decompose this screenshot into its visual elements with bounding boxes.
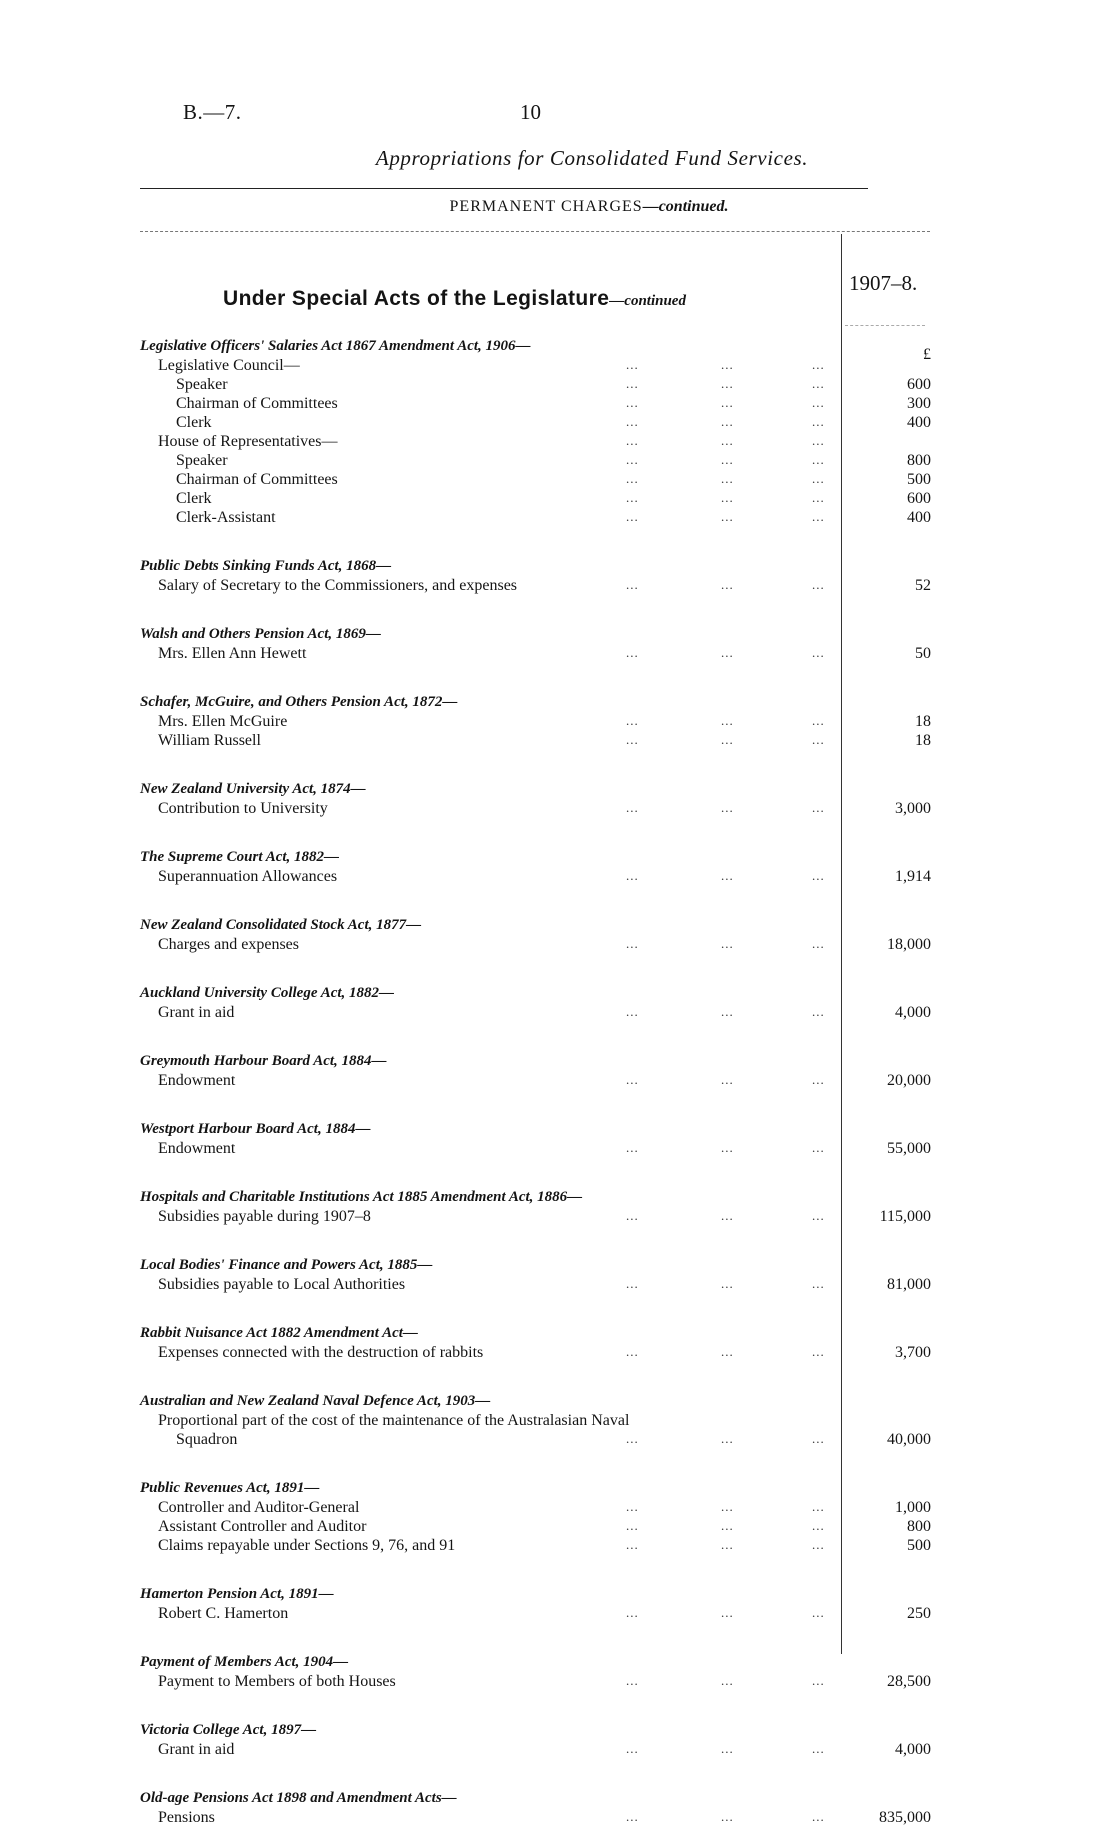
appropriation-row: [0, 1499, 1114, 1518]
item-amount: 115,000: [879, 1208, 931, 1225]
leader-dots: ...: [626, 732, 639, 747]
item-label: Mrs. Ellen Ann Hewett: [158, 645, 307, 662]
appropriation-row: [0, 1412, 1114, 1431]
item-label: Endowment: [158, 1140, 236, 1157]
item-amount: 81,000: [887, 1276, 931, 1293]
appropriation-row: [0, 713, 1114, 732]
item-amount: 20,000: [887, 1072, 931, 1089]
item-amount: 500: [907, 471, 931, 488]
item-amount: 600: [907, 490, 931, 507]
leader-dots: ...: [812, 414, 825, 429]
leader-dots: ...: [812, 713, 825, 728]
section-heading-continued: —continued: [609, 293, 686, 309]
leader-dots: ...: [626, 376, 639, 391]
act-title: Walsh and Others Pension Act, 1869—: [140, 626, 381, 642]
currency-symbol: £: [923, 346, 931, 363]
leader-dots: ...: [721, 1809, 734, 1824]
act-title: Local Bodies' Finance and Powers Act, 1885—: [140, 1257, 433, 1273]
appropriation-row: [0, 1518, 1114, 1537]
item-amount: 55,000: [887, 1140, 931, 1157]
leader-dots: ...: [812, 452, 825, 467]
appropriation-row: [0, 645, 1114, 664]
leader-dots: ...: [626, 1673, 639, 1688]
leader-dots: ...: [812, 577, 825, 592]
appropriation-row: [0, 1140, 1114, 1159]
item-amount: 18,000: [887, 936, 931, 953]
appropriation-row: [0, 509, 1114, 528]
leader-dots: ...: [626, 452, 639, 467]
leader-dots: ...: [626, 1741, 639, 1756]
item-amount: 18: [915, 713, 931, 730]
act-title: Rabbit Nuisance Act 1882 Amendment Act—: [140, 1325, 418, 1341]
leader-dots: ...: [626, 713, 639, 728]
item-label: Chairman of Committees: [176, 395, 338, 412]
act-title: Old-age Pensions Act 1898 and Amendment Acts—: [140, 1790, 457, 1806]
item-amount: 1,000: [895, 1499, 931, 1516]
item-amount: 52: [915, 577, 931, 594]
act-title: Legislative Officers' Salaries Act 1867 Amendment Act, 1906—: [140, 338, 531, 354]
item-amount: 3,000: [895, 800, 931, 817]
act-title: New Zealand University Act, 1874—: [140, 781, 366, 797]
appropriation-row: [0, 936, 1114, 955]
leader-dots: ...: [721, 1140, 734, 1155]
leader-dots: ...: [626, 395, 639, 410]
item-label: Contribution to University: [158, 800, 328, 817]
item-amount: 28,500: [887, 1673, 931, 1690]
item-label: Grant in aid: [158, 1741, 235, 1758]
item-label: Controller and Auditor-General: [158, 1499, 360, 1516]
leader-dots: ...: [812, 1431, 825, 1446]
item-amount: 4,000: [895, 1741, 931, 1758]
appropriation-row: [0, 471, 1114, 490]
item-label: Payment to Members of both Houses: [158, 1673, 396, 1690]
item-label: Salary of Secretary to the Commissioners, and expenses: [158, 577, 518, 594]
act-title: Schafer, McGuire, and Others Pension Act, 1872—: [140, 694, 458, 710]
leader-dots: ...: [812, 1276, 825, 1291]
item-amount: 18: [915, 732, 931, 749]
leader-dots: ...: [721, 490, 734, 505]
act-title: Public Revenues Act, 1891—: [140, 1480, 320, 1496]
leader-dots: ...: [626, 1499, 639, 1514]
act-title: New Zealand Consolidated Stock Act, 1877—: [140, 917, 422, 933]
leader-dots: ...: [812, 1208, 825, 1223]
leader-dots: ...: [812, 376, 825, 391]
leader-dots: ...: [812, 433, 825, 448]
leader-dots: ...: [721, 395, 734, 410]
leader-dots: ...: [812, 1537, 825, 1552]
leader-dots: ...: [626, 1431, 639, 1446]
item-label: Speaker: [176, 376, 228, 393]
leader-dots: ...: [626, 1605, 639, 1620]
leader-dots: ...: [721, 936, 734, 951]
leader-dots: ...: [626, 1276, 639, 1291]
appropriation-row: [0, 433, 1114, 452]
leader-dots: ...: [812, 1499, 825, 1514]
appropriation-row: [0, 490, 1114, 509]
leader-dots: ...: [721, 577, 734, 592]
leader-dots: ...: [721, 868, 734, 883]
section-heading-text: Under Special Acts of the Legislature: [223, 287, 610, 310]
leader-dots: ...: [721, 1344, 734, 1359]
appropriation-row: [0, 800, 1114, 819]
leader-dots: ...: [812, 357, 825, 372]
leader-dots: ...: [721, 357, 734, 372]
item-label: Subsidies payable during 1907–8: [158, 1208, 371, 1225]
item-amount: 500: [907, 1537, 931, 1554]
item-label: Expenses connected with the destruction of rabbits: [158, 1344, 484, 1361]
leader-dots: ...: [812, 800, 825, 815]
item-amount: 835,000: [879, 1809, 931, 1826]
item-amount: 1,914: [895, 868, 931, 885]
appropriation-row: [0, 1537, 1114, 1556]
act-title: Westport Harbour Board Act, 1884—: [140, 1121, 371, 1137]
leader-dots: ...: [626, 1809, 639, 1824]
appropriation-row: [0, 376, 1114, 395]
leader-dots: ...: [626, 1140, 639, 1155]
leader-dots: ...: [812, 732, 825, 747]
leader-dots: ...: [626, 868, 639, 883]
act-title: The Supreme Court Act, 1882—: [140, 849, 340, 865]
leader-dots: ...: [721, 1276, 734, 1291]
item-label: Chairman of Committees: [176, 471, 338, 488]
item-amount: 300: [907, 395, 931, 412]
leader-dots: ...: [626, 1004, 639, 1019]
leader-dots: ...: [626, 1208, 639, 1223]
appropriation-row: [0, 1431, 1114, 1450]
item-label: William Russell: [158, 732, 261, 749]
appropriation-row: [0, 1673, 1114, 1692]
appropriation-row: [0, 1004, 1114, 1023]
leader-dots: ...: [721, 1605, 734, 1620]
appropriation-row: [0, 1741, 1114, 1760]
item-amount: 3,700: [895, 1344, 931, 1361]
leader-dots: ...: [812, 1140, 825, 1155]
subheading-text: PERMANENT CHARGES: [449, 198, 643, 215]
leader-dots: ...: [721, 452, 734, 467]
page-number: 10: [520, 100, 541, 124]
item-label: Assistant Controller and Auditor: [158, 1518, 367, 1535]
leader-dots: ...: [812, 1344, 825, 1359]
leader-dots: ...: [812, 1809, 825, 1824]
leader-dots: ...: [812, 395, 825, 410]
appropriation-row: [0, 1208, 1114, 1227]
leader-dots: ...: [626, 645, 639, 660]
year-column-header: 1907–8.: [849, 271, 918, 295]
leader-dots: ...: [812, 1072, 825, 1087]
appropriation-row: [0, 1809, 1114, 1828]
appropriation-row: [0, 1072, 1114, 1091]
leader-dots: ...: [721, 414, 734, 429]
item-label: Legislative Council—: [158, 357, 300, 374]
leader-dots: ...: [812, 471, 825, 486]
leader-dots: ...: [626, 357, 639, 372]
leader-dots: ...: [721, 1431, 734, 1446]
leader-dots: ...: [812, 490, 825, 505]
item-label: Clerk: [176, 414, 212, 431]
item-label: Mrs. Ellen McGuire: [158, 713, 288, 730]
leader-dots: ...: [721, 1537, 734, 1552]
leader-dots: ...: [812, 1605, 825, 1620]
leader-dots: ...: [721, 1741, 734, 1756]
leader-dots: ...: [721, 376, 734, 391]
act-title: Payment of Members Act, 1904—: [140, 1654, 349, 1670]
leader-dots: ...: [721, 1499, 734, 1514]
leader-dots: ...: [626, 577, 639, 592]
appropriation-row: [0, 1605, 1114, 1624]
item-amount: 800: [907, 452, 931, 469]
act-title: Public Debts Sinking Funds Act, 1868—: [140, 558, 392, 574]
leader-dots: ...: [721, 800, 734, 815]
leader-dots: ...: [626, 1344, 639, 1359]
act-title: Hamerton Pension Act, 1891—: [140, 1586, 334, 1602]
item-amount: 50: [915, 645, 931, 662]
leader-dots: ...: [812, 509, 825, 524]
leader-dots: ...: [721, 645, 734, 660]
page-title: Appropriations for Consolidated Fund Services.: [375, 146, 809, 170]
item-label: Grant in aid: [158, 1004, 235, 1021]
document-reference: B.—7.: [183, 100, 242, 124]
item-amount: 800: [907, 1518, 931, 1535]
leader-dots: ...: [626, 800, 639, 815]
leader-dots: ...: [626, 1537, 639, 1552]
leader-dots: ...: [721, 713, 734, 728]
item-label: Clerk-Assistant: [176, 509, 276, 526]
leader-dots: ...: [721, 509, 734, 524]
leader-dots: ...: [721, 1673, 734, 1688]
leader-dots: ...: [812, 1004, 825, 1019]
leader-dots: ...: [626, 490, 639, 505]
leader-dots: ...: [626, 1518, 639, 1533]
item-label: Proportional part of the cost of the maintenance of the Australasian Naval: [158, 1412, 630, 1429]
leader-dots: ...: [721, 732, 734, 747]
appropriation-row: [0, 395, 1114, 414]
appropriation-row: [0, 357, 1114, 376]
leader-dots: ...: [812, 1741, 825, 1756]
leader-dots: ...: [812, 1518, 825, 1533]
item-amount: 4,000: [895, 1004, 931, 1021]
act-title: Hospitals and Charitable Institutions Act 1885 Amendment Act, 1886—: [140, 1189, 583, 1205]
appropriation-row: [0, 1344, 1114, 1363]
act-title: Victoria College Act, 1897—: [140, 1722, 317, 1738]
item-amount: 250: [907, 1605, 931, 1622]
leader-dots: ...: [626, 509, 639, 524]
item-label: Speaker: [176, 452, 228, 469]
leader-dots: ...: [626, 1072, 639, 1087]
act-title: Australian and New Zealand Naval Defence Act, 1903—: [140, 1393, 491, 1409]
item-label: Superannuation Allowances: [158, 868, 338, 885]
leader-dots: ...: [626, 414, 639, 429]
item-label: Subsidies payable to Local Authorities: [158, 1276, 406, 1293]
item-amount: 40,000: [887, 1431, 931, 1448]
item-label: Claims repayable under Sections 9, 76, and 91: [158, 1537, 456, 1554]
leader-dots: ...: [812, 936, 825, 951]
leader-dots: ...: [721, 1072, 734, 1087]
appropriation-row: [0, 414, 1114, 433]
leader-dots: ...: [626, 433, 639, 448]
leader-dots: ...: [626, 936, 639, 951]
appropriation-row: [0, 732, 1114, 751]
leader-dots: ...: [812, 645, 825, 660]
item-label: Squadron: [176, 1431, 238, 1448]
leader-dots: ...: [812, 1673, 825, 1688]
leader-dots: ...: [721, 1004, 734, 1019]
item-label: Charges and expenses: [158, 936, 299, 953]
item-amount: 400: [907, 414, 931, 431]
item-label: Endowment: [158, 1072, 236, 1089]
appropriation-row: [0, 1276, 1114, 1295]
item-label: Pensions: [158, 1809, 215, 1826]
item-label: Clerk: [176, 490, 212, 507]
item-amount: 400: [907, 509, 931, 526]
appropriation-row: [0, 452, 1114, 471]
act-title: Greymouth Harbour Board Act, 1884—: [140, 1053, 387, 1069]
leader-dots: ...: [721, 1518, 734, 1533]
act-title: Auckland University College Act, 1882—: [140, 985, 395, 1001]
appropriation-row: [0, 577, 1114, 596]
item-label: Robert C. Hamerton: [158, 1605, 289, 1622]
leader-dots: ...: [721, 471, 734, 486]
subheading-continued: —continued.: [642, 198, 729, 215]
leader-dots: ...: [812, 868, 825, 883]
item-label: House of Representatives—: [158, 433, 338, 450]
appropriation-row: [0, 868, 1114, 887]
leader-dots: ...: [721, 1208, 734, 1223]
item-amount: 600: [907, 376, 931, 393]
leader-dots: ...: [721, 433, 734, 448]
leader-dots: ...: [626, 471, 639, 486]
